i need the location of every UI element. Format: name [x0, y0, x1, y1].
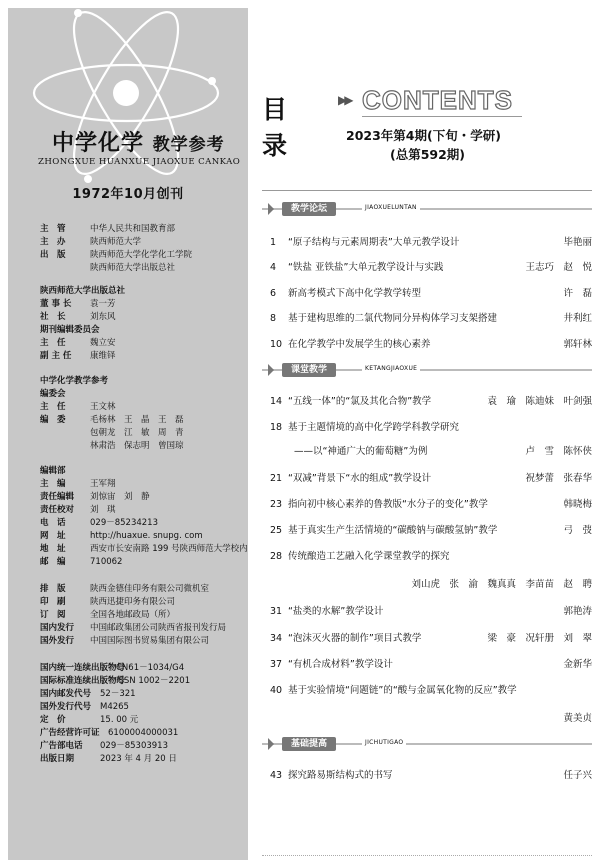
toc-entry[interactable]: 8 基于建构思维的二氯代物同分异构体学习支架搭建 井利红 — [270, 313, 592, 324]
masthead-row: 排 版 陕西金德佳印务有限公司微机室 — [40, 584, 210, 594]
masthead-row: 主 任 王文林 — [40, 402, 116, 412]
masthead-row: 主 任 魏立安 — [40, 338, 116, 348]
atom-logo-icon — [8, 8, 248, 208]
section-pinyin: KETANGJIAOXUE — [362, 365, 420, 372]
toc-entry[interactable]: 14 “五线一体”的“氯及其化合物”教学 袁 瑜 陈迪妹 叶剑强 — [270, 396, 592, 407]
double-arrow-icon: ▶▶ — [338, 93, 351, 107]
toc-entry[interactable]: 31 “盐类的水解”教学设计 郭艳涛 — [270, 606, 592, 617]
founded-date: 1972年10月创刊 — [72, 187, 184, 202]
journal-pinyin: ZHONGXUE HUANXUE JIAOXUE CANKAO — [38, 157, 241, 167]
journal-title-main: 中学化学 — [52, 130, 145, 156]
masthead-row: 主 办 陕西师范大学 — [40, 237, 142, 247]
masthead-row: 国际标准连续出版物号ISSN 1002－2201 — [40, 676, 191, 686]
masthead-cont: 包朝龙 江 敏 周 青 — [90, 428, 184, 438]
group-title: 中学化学教学参考 — [40, 376, 109, 386]
masthead-row: 出 版 陕西师范大学化学化工学院 — [40, 250, 193, 260]
masthead-row: 订 阅 全国各地邮政局（所） — [40, 610, 176, 620]
toc-entry[interactable]: 25 基于真实生产生活情境的“碳酸钠与碳酸氢钠”教学 弓 弢 — [270, 525, 592, 536]
masthead-row: 地 址 西安市长安南路 199 号陕西师范大学校内 — [40, 544, 248, 554]
masthead-row: 国内发行 中国邮政集团公司陕西省报刊发行局 — [40, 623, 227, 633]
group-title: 期刊编辑委员会 — [40, 325, 100, 335]
toc-entry[interactable]: 10 在化学教学中发展学生的核心素养 郭轩林 — [270, 339, 592, 350]
masthead-row: 责任编辑 刘惊宙 刘 静 — [40, 492, 150, 502]
sidebar-masthead — [8, 8, 248, 860]
group-title: 陕西师范大学出版总社 — [40, 286, 126, 296]
masthead-row: 国外发行 中国国际图书贸易集团有限公司 — [40, 636, 210, 646]
toc-entry[interactable]: 4 “铁盐 亚铁盐”大单元教学设计与实践 王志巧 赵 悦 — [270, 262, 592, 273]
masthead-row: 副 主 任 康维铎 — [40, 351, 116, 361]
masthead-row: 出版日期 2023 年 4 月 20 日 — [40, 754, 177, 764]
toc-entry[interactable]: 40 基于实验情境“问题链”的“酸与金属氧化物的反应”教学 — [270, 685, 517, 696]
journal-title-sub: 教学参考 — [152, 135, 225, 155]
masthead-cont: 林肃浩 保志明 曾国琼 — [90, 441, 184, 451]
toc-entry[interactable]: 23 指向初中核心素养的鲁教版“水分子的变化”教学 韩晓梅 — [270, 499, 592, 510]
toc-entry[interactable]: 28 传统酿造工艺融入化学课堂教学的探究 — [270, 551, 450, 562]
contents-heading: CONTENTS — [362, 85, 513, 115]
section-header — [262, 202, 592, 216]
masthead-row: 董 事 长 袁一芳 — [40, 299, 116, 309]
journal-title — [52, 126, 225, 157]
masthead-row: 主 编 王军翔 — [40, 479, 116, 489]
masthead-row: 邮 编 710062 — [40, 557, 123, 567]
bottom-divider — [262, 855, 592, 857]
section-pinyin: JICHUTIGAO — [362, 739, 406, 746]
masthead-row: 国外发行代号 M4265 — [40, 702, 129, 712]
section-header — [262, 363, 592, 377]
masthead-row: 社 长 刘东风 — [40, 312, 116, 322]
toc-entry[interactable]: 6 新高考模式下高中化学教学转型 许 磊 — [270, 288, 592, 299]
toc-entry-cont[interactable]: 黄美贞 — [563, 713, 592, 724]
masthead-row: 责任校对 刘 琪 — [40, 505, 116, 515]
masthead-row: 国内邮发代号 52－321 — [40, 689, 136, 699]
mulu-heading: 目 录 — [262, 95, 288, 160]
group-title: 编辑部 — [40, 466, 66, 476]
issue-label: 2023年第4期(下旬・学研) — [346, 128, 501, 143]
toc-entry[interactable]: 18 基于主题情境的高中化学跨学科教学研究 — [270, 422, 460, 433]
masthead-row: 定 价 15. 00 元 — [40, 715, 139, 725]
masthead-row: 国内统一连续出版物号CN61－1034/G4 — [40, 663, 185, 673]
masthead-cont: 陕西师范大学出版总社 — [90, 263, 176, 273]
toc-entry[interactable]: 37 “有机合成材料”教学设计 金新华 — [270, 659, 592, 670]
toc-entry[interactable]: 1 “原子结构与元素周期表”大单元教学设计 毕艳丽 — [270, 237, 592, 248]
masthead-row: 广告经营许可证 6100004000031 — [40, 728, 179, 738]
section-name: 课堂教学 — [282, 363, 336, 377]
masthead-row: 编 委 毛杨林 王 晶 王 磊 — [40, 415, 184, 425]
divider — [362, 116, 522, 117]
masthead-row: 广告部电话 029－85303913 — [40, 741, 168, 751]
toc-entry[interactable]: 34 “泡沫灭火器的制作”项目式教学 梁 豪 况轩册 刘 翠 — [270, 633, 592, 644]
section-header — [262, 737, 592, 751]
masthead-row: 主 管 中华人民共和国教育部 — [40, 224, 176, 234]
toc-entry[interactable]: 21 “双减”背景下“水的组成”教学设计 祝梦蕾 张春华 — [270, 473, 592, 484]
toc-entry[interactable]: 43 探究路易斯结构式的书写 任子兴 — [270, 770, 592, 781]
section-pinyin: JIAOXUELUNTAN — [362, 204, 420, 211]
section-name: 教学论坛 — [282, 202, 336, 216]
masthead-row: 电 话 029－85234213 — [40, 518, 158, 528]
divider — [262, 190, 592, 191]
toc-entry-cont[interactable]: 刘山虎 张 渝 魏真真 李苗苗 赵 聘 — [411, 579, 592, 590]
masthead-row: 网 址 http://huaxue. snupg. com — [40, 531, 203, 541]
section-name: 基础提高 — [282, 737, 336, 751]
masthead-row: 印 刷 陕西迅捷印务有限公司 — [40, 597, 176, 607]
total-issue-label: (总第592期) — [390, 147, 466, 162]
group-subtitle: 编委会 — [40, 389, 66, 399]
toc-entry-cont[interactable]: ——以“神通广大的葡萄糖”为例 卢 雪 陈怀侠 — [294, 446, 592, 457]
